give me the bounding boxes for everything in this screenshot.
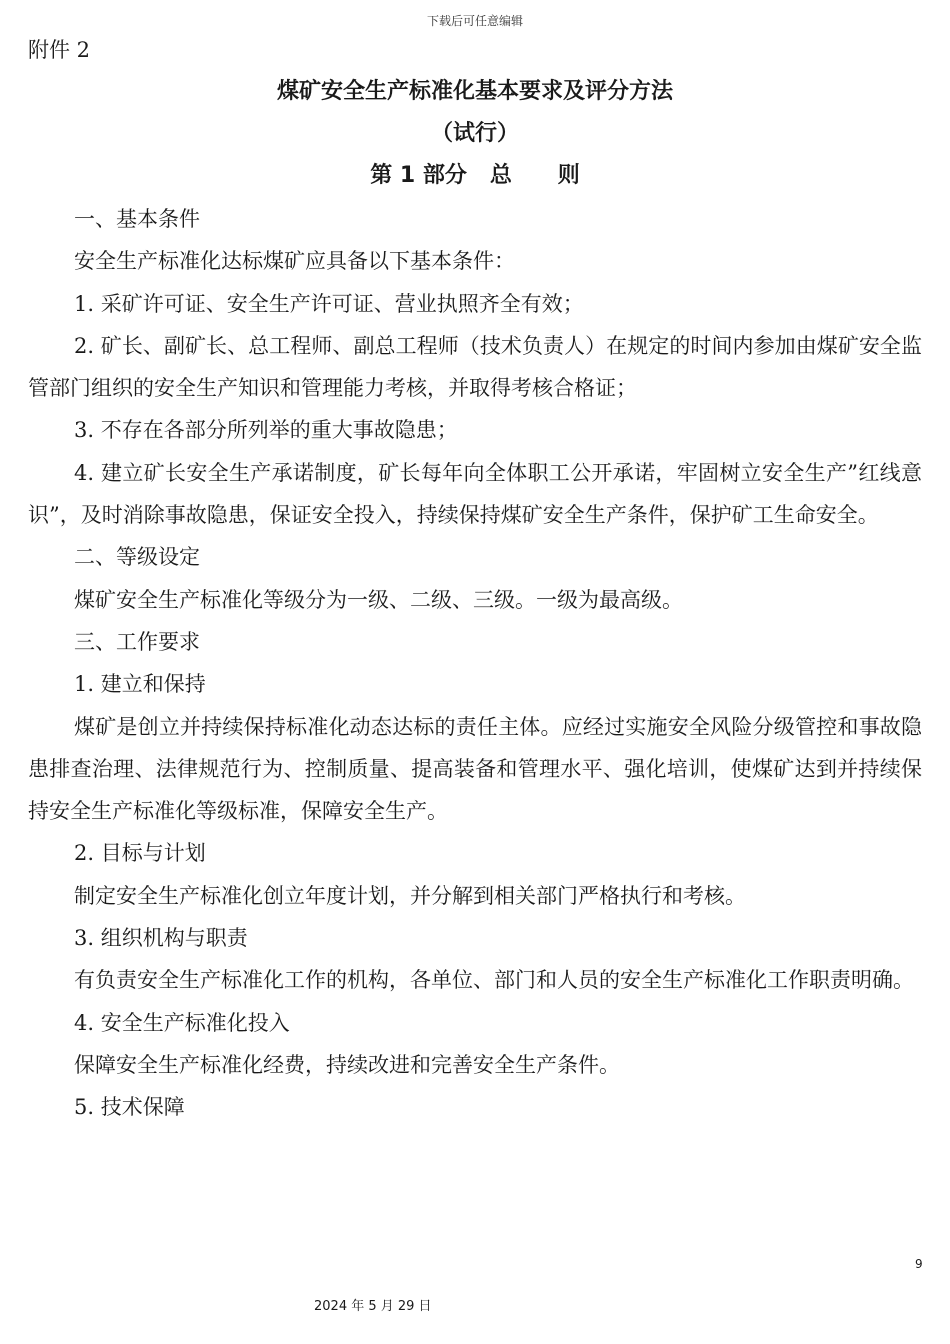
paragraph: 有负责安全生产标准化工作的机构，各单位、部门和人员的安全生产标准化工作职责明确。 <box>74 968 914 993</box>
section-heading-work-requirements: 三、工作要求 <box>74 629 200 654</box>
page-number: 9 <box>915 1257 923 1271</box>
subsection-heading: 3. 组织机构与职责 <box>74 926 248 951</box>
footer-date: 2024 年 5 月 29 日 <box>314 1299 432 1314</box>
subsection-heading: 2. 目标与计划 <box>74 841 206 866</box>
document-body <box>28 198 922 1129</box>
subsection-heading: 5. 技术保障 <box>74 1095 185 1120</box>
list-item: 2. 矿长、副矿长、总工程师、副总工程师（技术负责人）在规定的时间内参加由煤矿安全监管部门组织的安全生产知识和管理能力考核，并取得考核合格证； <box>28 333 922 401</box>
list-item: 3. 不存在各部分所列举的重大事故隐患； <box>74 418 458 443</box>
section-heading-basic-conditions: 一、基本条件 <box>74 207 200 231</box>
paragraph: 煤矿安全生产标准化等级分为一级、二级、三级。一级为最高级。 <box>74 587 683 612</box>
section-heading-grade-setting: 二、等级设定 <box>74 545 200 570</box>
header-note: 下载后可任意编辑 <box>426 14 523 28</box>
list-item: 1. 采矿许可证、安全生产许可证、营业执照齐全有效； <box>74 291 584 316</box>
subsection-heading: 4. 安全生产标准化投入 <box>74 1010 290 1035</box>
paragraph: 保障安全生产标准化经费，持续改进和完善安全生产条件。 <box>74 1052 620 1077</box>
subsection-heading: 1. 建立和保持 <box>74 672 206 697</box>
list-item: 4. 建立矿长安全生产承诺制度，矿长每年向全体职工公开承诺，牢固树立安全生产”红线意识”，及时消除事故隐患，保证安全投入，持续保持煤矿安全生产条件，保护矿工生命安全。 <box>28 460 922 528</box>
attachment-label: 附件 2 <box>28 38 91 62</box>
paragraph: 制定安全生产标准化创立年度计划，并分解到相关部门严格执行和考核。 <box>74 883 746 908</box>
part-heading: 第 1 部分 总 则 <box>370 163 580 188</box>
paragraph: 煤矿是创立并持续保持标准化动态达标的责任主体。应经过实施安全风险分级管控和事故隐患排查治理、法律规范行为、控制质量、提高装备和管理水平、强化培训，使煤矿达到并持续保持安全生产标准化等级标准，保障安全生产。 <box>28 714 922 824</box>
document-title: 煤矿安全生产标准化基本要求及评分方法 <box>276 79 673 104</box>
paragraph: 安全生产标准化达标煤矿应具备以下基本条件： <box>74 249 515 274</box>
document-subtitle: （试行） <box>430 121 519 146</box>
